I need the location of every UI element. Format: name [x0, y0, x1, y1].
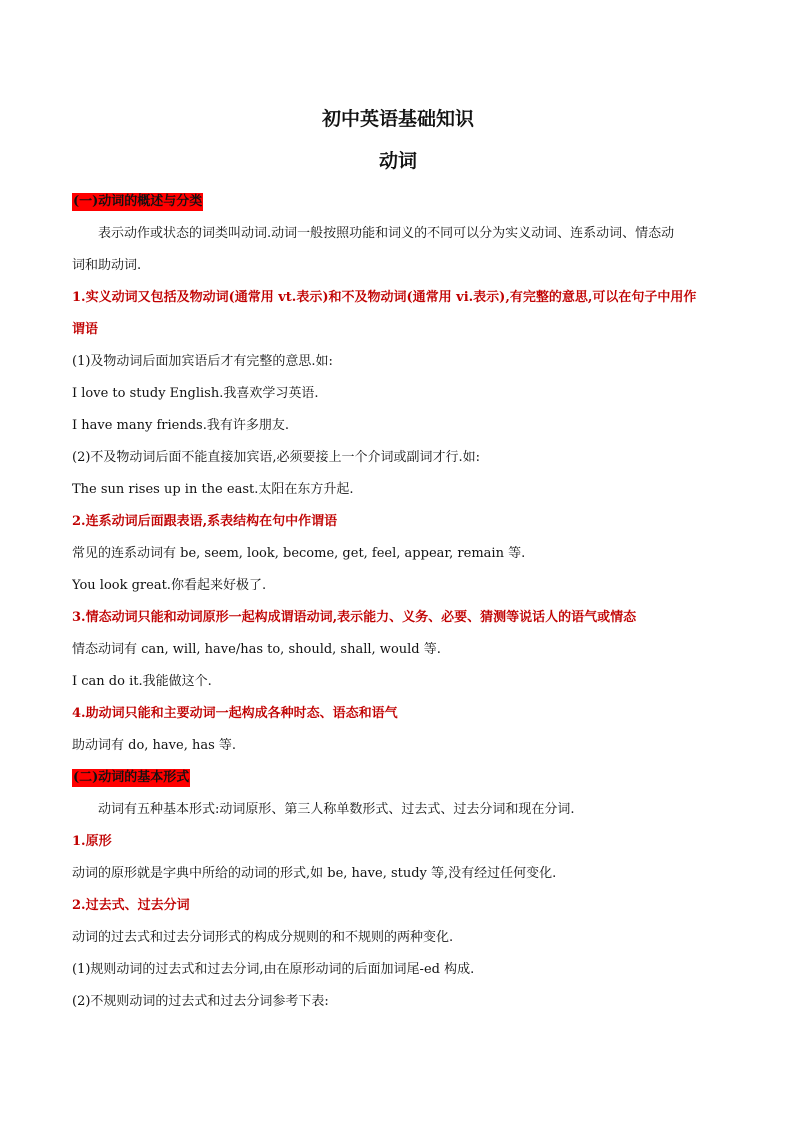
- subsection-heading: 2.连系动词后面跟表语,系表结构在句中作谓语: [72, 514, 338, 529]
- document-subtitle: 动词: [378, 150, 417, 172]
- text-line: (2)不规则动词的过去式和过去分词参考下表:: [72, 994, 329, 1009]
- subsection-heading: 1.原形: [72, 834, 112, 849]
- section-heading: [72, 186, 724, 218]
- section-heading-label: (二)动词的基本形式: [73, 770, 190, 785]
- subsection-heading: 2.过去式、过去分词: [72, 898, 190, 913]
- text-line: The sun rises up in the east.太阳在东方升起.: [72, 482, 354, 497]
- text-line: I can do it.我能做这个.: [72, 674, 212, 689]
- text-line: 助动词有 do, have, has 等.: [72, 738, 237, 753]
- text-line: I have many friends.我有许多朋友.: [72, 418, 289, 433]
- text-line: 常见的连系动词有 be, seem, look, become, get, feel, appear, remain 等.: [72, 546, 526, 561]
- subsection-heading: 4.助动词只能和主要动词一起构成各种时态、语态和语气: [72, 706, 398, 721]
- document-body: [72, 186, 724, 1018]
- text-line: 词和助动词.: [72, 258, 142, 273]
- text-line: 情态动词有 can, will, have/has to, should, shall, would 等.: [72, 642, 441, 657]
- subsection-heading: 1.实义动词又包括及物动词(通常用 vt.表示)和不及物动词(通常用 vi.表示),有完整的意思,可以在句子中用作: [72, 290, 697, 305]
- text-line: 动词的原形就是字典中所给的动词的形式,如 be, have, study 等,没有经过任何变化.: [72, 866, 557, 881]
- text-line: (1)及物动词后面加宾语后才有完整的意思.如:: [72, 354, 333, 369]
- text-line: (2)不及物动词后面不能直接加宾语,必须要接上一个介词或副词才行.如:: [72, 450, 481, 465]
- text-line: 动词的过去式和过去分词形式的构成分规则的和不规则的两种变化.: [72, 930, 454, 945]
- paragraph-line: 表示动作或状态的词类叫动词.动词一般按照功能和词义的不同可以分为实义动词、连系动词、情态动: [98, 226, 675, 241]
- document-title: 初中英语基础知识: [321, 108, 474, 130]
- paragraph-line: 动词有五种基本形式:动词原形、第三人称单数形式、过去式、过去分词和现在分词.: [98, 802, 575, 817]
- subsection-heading: 3.情态动词只能和动词原形一起构成谓语动词,表示能力、义务、必要、猜测等说话人的语气或情态: [72, 610, 637, 625]
- text-line: (1)规则动词的过去式和过去分词,由在原形动词的后面加词尾-ed 构成.: [72, 962, 475, 977]
- section-heading-label: (一)动词的概述与分类: [73, 194, 203, 209]
- section-heading: [72, 762, 724, 794]
- text-line: I love to study English.我喜欢学习英语.: [72, 386, 319, 401]
- subsection-heading: 谓语: [72, 322, 99, 337]
- text-line: You look great.你看起来好极了.: [72, 578, 267, 593]
